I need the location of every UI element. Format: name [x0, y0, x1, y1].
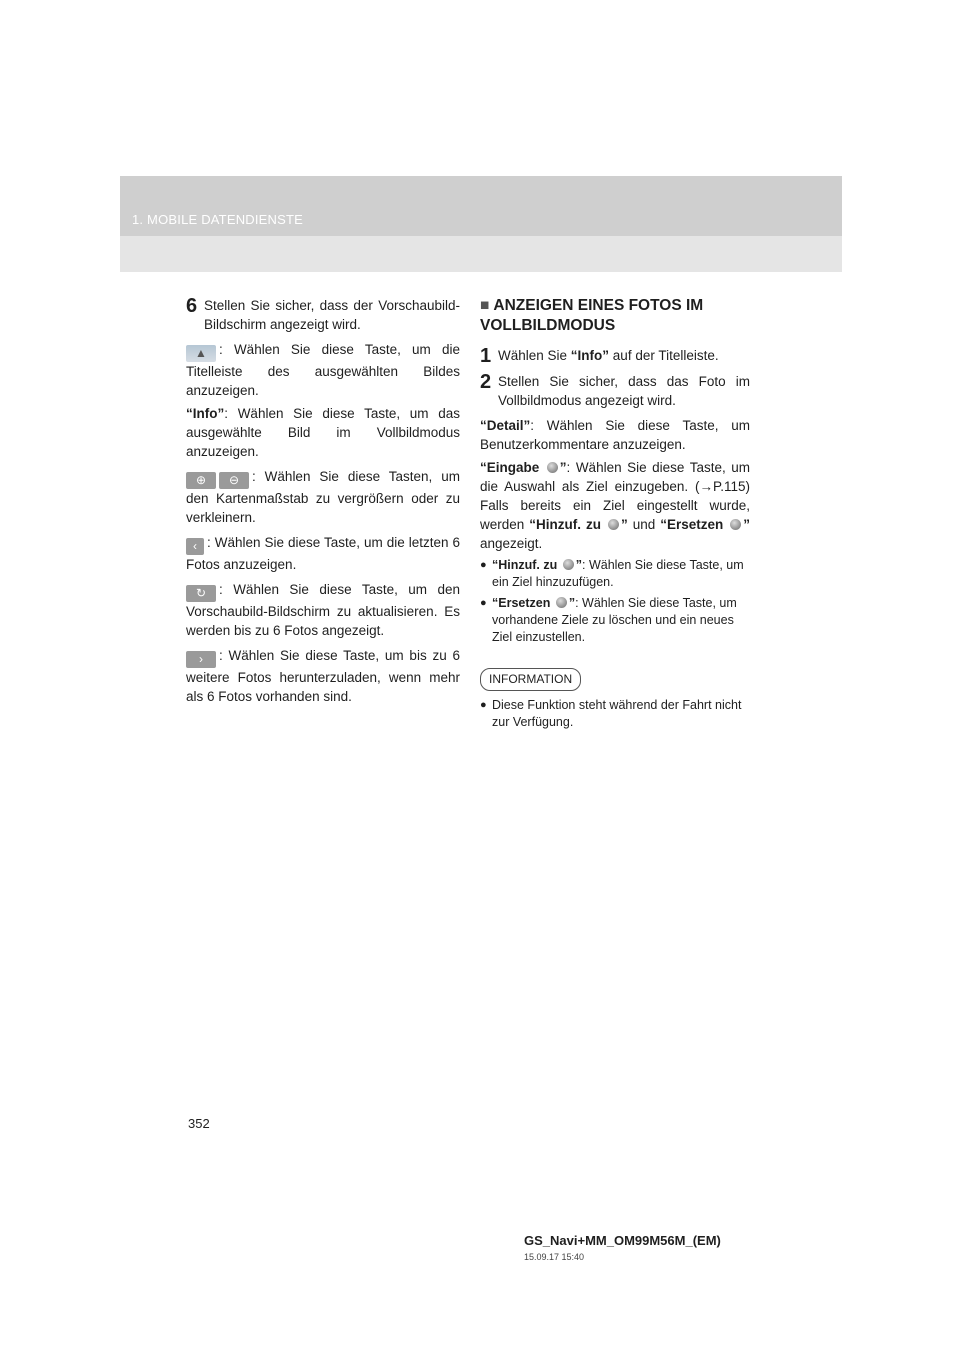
eingabe-desc: “Eingabe ”: Wählen Sie diese Taste, um die Auswahl als Ziel einzugeben. (→P.115) Falls bereits ein Ziel eingestellt wurde, werden “Hinzuf. zu ” und “Ersetzen ” angezeigt.	[480, 460, 750, 551]
step-number: 6	[186, 295, 198, 317]
section-label: 1. MOBILE DATENDIENSTE	[132, 212, 304, 227]
square-bullet-icon: ■	[480, 297, 490, 314]
step-number: 2	[480, 371, 492, 393]
step-text: Stellen Sie sicher, dass das Foto im Vollbildmodus angezeigt wird.	[498, 374, 750, 408]
refresh-icon: ↻	[186, 585, 216, 602]
prev-button-desc: ‹ : Wählen Sie diese Taste, um die letzten 6 Fotos anzuzeigen.	[186, 535, 460, 572]
destination-icon	[563, 559, 574, 570]
step-number: 1	[480, 345, 492, 367]
detail-desc: “Detail”: Wählen Sie diese Taste, um Benutzerkommentare anzuzeigen.	[480, 418, 750, 452]
info-item: ● Diese Funktion steht während der Fahrt nicht zur Verfügung.	[480, 698, 742, 729]
step-2	[480, 372, 750, 410]
step-text: Stellen Sie sicher, dass der Vorschaubild-Bildschirm angezeigt wird.	[204, 298, 460, 332]
timestamp: 15.09.17 15:40	[524, 1252, 585, 1262]
destination-icon	[556, 597, 567, 608]
step-text: Wählen Sie “Info” auf der Titelleiste.	[498, 348, 719, 363]
destination-icon	[608, 519, 619, 530]
left-column	[186, 296, 460, 710]
zoom-out-icon: ⊖	[219, 472, 249, 489]
section-title: ■ ANZEIGEN EINES FOTOS IM VOLLBILDMODUS	[480, 297, 704, 334]
bullet-icon: ●	[480, 559, 487, 571]
next-button-desc: › : Wählen Sie diese Taste, um bis zu 6 weitere Fotos herunterzuladen, wenn mehr als 6 Fotos vorhanden sind.	[186, 648, 460, 704]
header-band	[120, 176, 842, 272]
bullet-icon: ●	[480, 597, 487, 609]
document-id: GS_Navi+MM_OM99M56M_(EM)	[524, 1233, 721, 1248]
bullet-icon: ●	[480, 699, 487, 711]
step-6	[186, 296, 460, 334]
destination-icon	[730, 519, 741, 530]
destination-icon	[547, 462, 558, 473]
page-number: 352	[188, 1116, 210, 1131]
refresh-button-desc: ↻ : Wählen Sie diese Taste, um den Vorschaubild-Bildschirm zu aktualisieren. Es werden bis zu 6 Fotos angezeigt.	[186, 582, 460, 638]
header-top-bar	[120, 176, 842, 236]
info-label: “Info”	[186, 406, 225, 421]
zoom-buttons-desc: ⊕ ⊖ : Wählen Sie diese Tasten, um den Kartenmaßstab zu vergrößern oder zu verkleinern.	[186, 469, 460, 525]
chevron-right-icon: ›	[186, 651, 216, 668]
photo-thumbnail-icon: ▲	[186, 345, 216, 362]
info-button-desc: “Info”: Wählen Sie diese Taste, um das ausgewählte Bild im Vollbildmodus anzuzeigen.	[186, 406, 460, 459]
right-column	[480, 296, 750, 735]
chevron-left-icon: ‹	[186, 538, 204, 555]
step-1	[480, 346, 750, 366]
list-item: ● “Ersetzen ”: Wählen Sie diese Taste, um vorhandene Ziele zu löschen und ein neues Ziel einzustellen.	[480, 596, 737, 644]
information-box-label: INFORMATION	[480, 668, 581, 691]
list-item: ● “Hinzuf. zu ”: Wählen Sie diese Taste, um ein Ziel hinzuzufügen.	[480, 558, 744, 589]
photo-button-desc: ▲ : Wählen Sie diese Taste, um die Titelleiste des ausgewählten Bildes anzuzeigen.	[186, 342, 460, 398]
zoom-in-icon: ⊕	[186, 472, 216, 489]
